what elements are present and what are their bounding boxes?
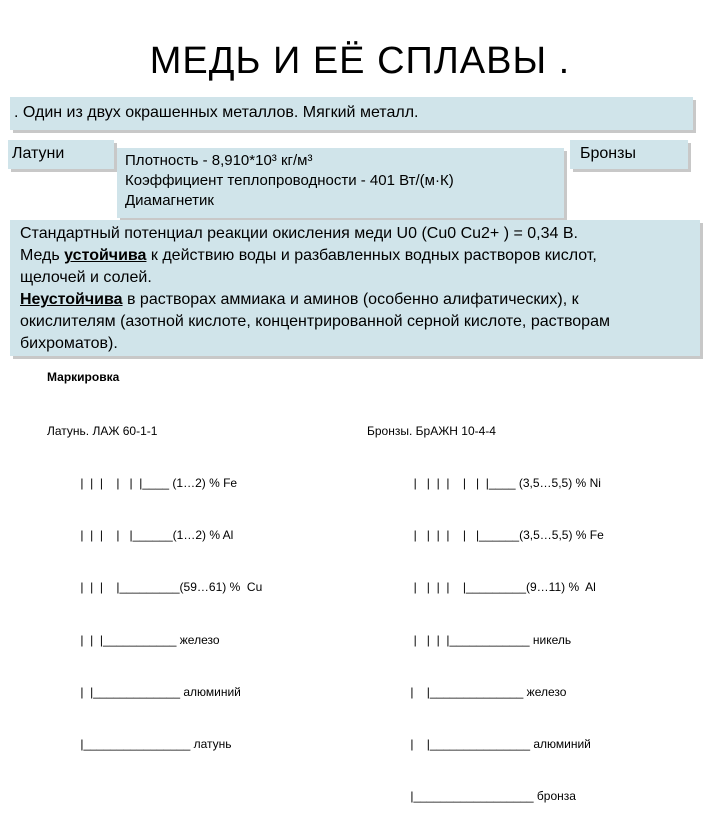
bronze-marking-line: | |_______________ алюминий — [367, 737, 591, 752]
brass-marking-line: | | |___________ железо — [47, 632, 220, 647]
brass-marking-line: | | | |_________(59…61) % Cu — [47, 580, 263, 595]
magnetism-text: Диамагнетик — [125, 192, 214, 209]
potential-box — [10, 220, 700, 356]
bronze-marking-line: | | | | | |______(3,5…5,5) % Fe — [367, 528, 604, 543]
bronze-marking-line: | | | | |_________(9…11) % Al — [367, 580, 596, 595]
potential-line-6: бихроматов). — [20, 335, 118, 352]
intro-banner: . Один из двух окрашенных металлов. Мягкий металл. — [10, 97, 693, 130]
instability-text: в растворах аммиака и аминов (особенно алифатических), к — [122, 291, 579, 308]
unstable-word: Неустойчива — [20, 291, 123, 308]
bronze-marking-line: |__________________ бронза — [367, 789, 576, 804]
bronze-label: Бронзы — [570, 140, 688, 169]
page-title: МЕДЬ И ЕЁ СПЛАВЫ . — [149, 40, 571, 82]
density-text: Плотность - 8,910*10³ кг/м³ — [125, 152, 313, 169]
potential-line-1: Стандартный потенциал реакции окисления меди U0 (Cu0 Cu2+ ) = 0,34 В. — [20, 225, 578, 242]
brass-marking-diagram — [47, 388, 262, 771]
stability-prefix: Медь — [20, 247, 65, 264]
bronze-marking-line: Бронзы. БрАЖН 10-4-4 — [367, 423, 496, 438]
brass-marking-line: |________________ латунь — [47, 737, 232, 752]
bronze-marking-line: | | | |____________ никель — [367, 632, 572, 647]
properties-box — [117, 148, 564, 218]
conductivity-text: Коэффициент теплопроводности - 401 Вт/(м·К) — [125, 172, 454, 189]
brass-marking-line: | | | | | |____ (1…2) % Fe — [47, 476, 238, 491]
brass-marking-line: | | | | |______(1…2) % Al — [47, 528, 234, 543]
potential-line-3: щелочей и солей. — [20, 269, 152, 286]
brass-label: Латуни — [8, 140, 114, 169]
brass-marking-line: | |_____________ алюминий — [47, 684, 241, 699]
bronze-marking-line: | |______________ железо — [367, 684, 567, 699]
potential-line-5: окислителям (азотной кислоте, концентрированной серной кислоте, растворам — [20, 313, 610, 330]
brass-marking-line: Латунь. ЛАЖ 60-1-1 — [47, 423, 158, 438]
bronze-marking-line: | | | | | | |____ (3,5…5,5) % Ni — [367, 476, 601, 491]
stable-word: устойчива — [64, 247, 147, 264]
marking-title: Маркировка — [47, 370, 120, 384]
stability-text: к действию воды и разбавленных водных растворов кислот, — [146, 247, 597, 264]
potential-line-2 — [20, 245, 690, 267]
bronze-marking-diagram — [367, 388, 604, 823]
potential-line-4 — [20, 289, 690, 311]
